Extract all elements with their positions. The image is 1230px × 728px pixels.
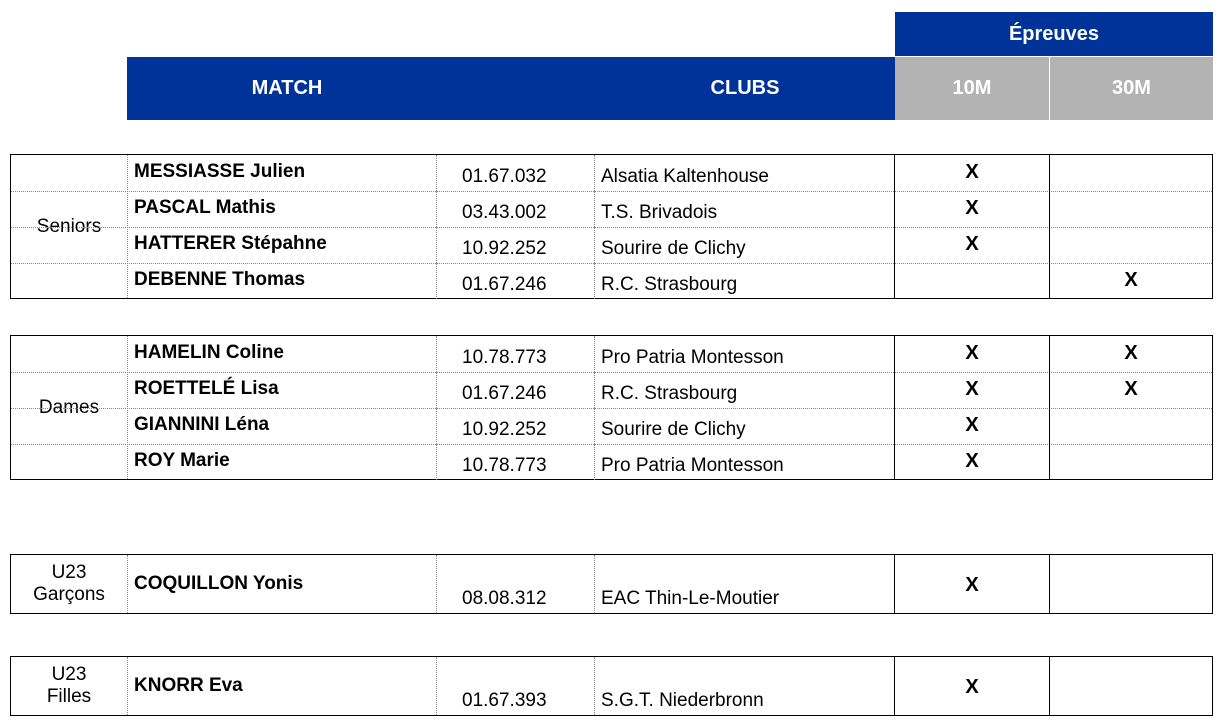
licence-code-cell xyxy=(437,336,595,372)
licence-code: 03.43.002 xyxy=(462,202,547,223)
licence-code: 08.08.312 xyxy=(462,588,547,609)
licence-code-cell xyxy=(437,155,595,191)
licence-code: 01.67.246 xyxy=(462,274,547,295)
mark-10m xyxy=(895,263,1050,299)
clubs-header: CLUBS xyxy=(595,57,895,120)
club-name: S.G.T. Niederbronn xyxy=(601,690,764,711)
category-line1: U23 xyxy=(51,664,87,685)
category-label: Dames xyxy=(11,336,128,479)
club-cell xyxy=(595,227,895,263)
licence-code-cell xyxy=(437,372,595,408)
club-cell xyxy=(595,444,895,480)
club-cell xyxy=(595,657,895,715)
licence-code-cell xyxy=(437,227,595,263)
licence-code-cell xyxy=(437,555,595,613)
athlete-name: HAMELIN Coline xyxy=(128,336,437,372)
mark-10m: X xyxy=(895,372,1050,408)
club-name: R.C. Strasbourg xyxy=(601,274,738,295)
mark-10m: X xyxy=(895,657,1050,715)
table-row xyxy=(11,191,1212,228)
mark-10m: X xyxy=(895,227,1050,263)
athlete-name: ROY Marie xyxy=(128,444,437,480)
group-u23-filles xyxy=(10,656,1213,716)
licence-code: 10.78.773 xyxy=(462,455,547,476)
club-cell xyxy=(595,336,895,372)
club-name: Pro Patria Montesson xyxy=(601,347,784,368)
licence-code-cell xyxy=(437,191,595,227)
mark-30m: X xyxy=(1124,269,1138,291)
licence-code-cell xyxy=(437,657,595,715)
table-row xyxy=(11,444,1212,480)
group-dames xyxy=(10,335,1213,480)
category-line2: Filles xyxy=(46,686,92,707)
mark-10m: X xyxy=(895,191,1050,227)
category-line2: Garçons xyxy=(33,584,105,605)
club-name: R.C. Strasbourg xyxy=(601,383,738,404)
mark-30m xyxy=(1050,444,1212,480)
category-line1: U23 xyxy=(51,562,87,583)
col-10m-header: 10M xyxy=(895,57,1049,120)
licence-code: 01.67.393 xyxy=(462,690,547,711)
mark-30m: X xyxy=(1124,342,1138,364)
category-label: Seniors xyxy=(11,155,128,298)
club-cell xyxy=(595,372,895,408)
club-name: Sourire de Clichy xyxy=(601,238,746,259)
mark-30m xyxy=(1050,555,1212,613)
athlete-name: PASCAL Mathis xyxy=(128,191,437,227)
licence-code: 10.92.252 xyxy=(462,419,547,440)
mark-10m: X xyxy=(895,336,1050,372)
club-cell xyxy=(595,408,895,444)
licence-code-cell xyxy=(437,444,595,480)
table-row xyxy=(11,227,1212,264)
table-row xyxy=(11,408,1212,445)
licence-code-cell xyxy=(437,263,595,299)
mark-30m xyxy=(1050,408,1212,444)
mark-30m xyxy=(1050,155,1212,191)
licence-code: 10.78.773 xyxy=(462,347,547,368)
licence-code: 01.67.032 xyxy=(462,166,547,187)
club-cell xyxy=(595,155,895,191)
athlete-name: GIANNINI Léna xyxy=(128,408,437,444)
club-name: T.S. Brivadois xyxy=(601,202,718,223)
col-30m-header: 30M xyxy=(1050,57,1213,120)
epreuves-header: Épreuves xyxy=(895,12,1213,56)
licence-code: 10.92.252 xyxy=(462,238,547,259)
athlete-name: COQUILLON Yonis xyxy=(128,555,437,613)
mark-10m: X xyxy=(895,555,1050,613)
table-row xyxy=(11,155,1212,192)
mark-10m: X xyxy=(895,408,1050,444)
licence-code-cell xyxy=(437,408,595,444)
club-cell xyxy=(595,191,895,227)
athlete-name: ROETTELÉ Lisa xyxy=(128,372,437,408)
club-cell xyxy=(595,555,895,613)
club-name: EAC Thin-Le-Moutier xyxy=(601,588,780,609)
athlete-name: KNORR Eva xyxy=(128,657,437,715)
table-row xyxy=(11,555,1212,613)
licence-code: 01.67.246 xyxy=(462,383,547,404)
mark-30m xyxy=(1050,191,1212,227)
group-seniors xyxy=(10,154,1213,299)
club-name: Pro Patria Montesson xyxy=(601,455,784,476)
group-u23-garcons xyxy=(10,554,1213,614)
mark-30m xyxy=(1050,657,1212,715)
club-name: Sourire de Clichy xyxy=(601,419,746,440)
club-name: Alsatia Kaltenhouse xyxy=(601,166,769,187)
mark-30m xyxy=(1050,227,1212,263)
table-row xyxy=(11,372,1212,409)
athlete-name: HATTERER Stépahne xyxy=(128,227,437,263)
table-row xyxy=(11,657,1212,715)
table-row xyxy=(11,263,1212,299)
match-header: MATCH xyxy=(127,57,447,120)
mark-10m: X xyxy=(895,155,1050,191)
table-row xyxy=(11,336,1212,373)
mark-10m: X xyxy=(895,444,1050,480)
mark-30m: X xyxy=(1124,378,1138,400)
club-cell xyxy=(595,263,895,299)
athlete-name: DEBENNE Thomas xyxy=(128,263,437,299)
athlete-name: MESSIASSE Julien xyxy=(128,155,437,191)
